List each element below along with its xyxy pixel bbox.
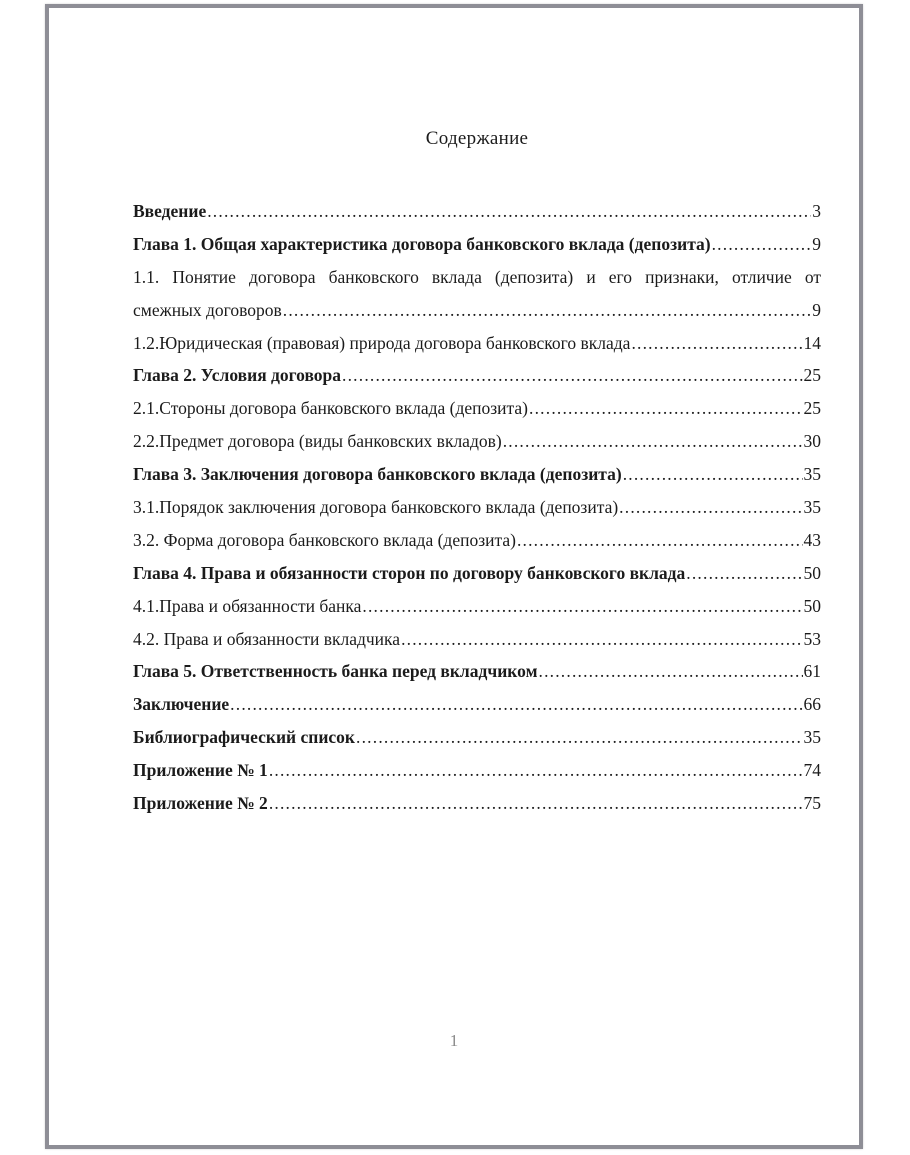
- toc-entry-label: 4.2. Права и обязанности вкладчика: [133, 628, 401, 649]
- toc-page-number: 35: [803, 727, 821, 748]
- toc-page-number: 50: [803, 595, 821, 616]
- toc-page-number: 50: [803, 562, 821, 583]
- dot-leader: [623, 458, 803, 491]
- toc-entry: [133, 557, 821, 590]
- toc-entry-label: Заключение: [133, 694, 230, 715]
- toc-entry-label: Библиографический список: [133, 727, 356, 748]
- toc-page-number: 9: [812, 233, 821, 254]
- table-of-contents: [133, 195, 821, 820]
- dot-leader: [269, 754, 803, 787]
- toc-entry: [133, 491, 821, 524]
- dot-leader: [503, 425, 803, 458]
- toc-entry: [133, 228, 821, 261]
- toc-page-number: 43: [803, 529, 821, 550]
- toc-entry: [133, 392, 821, 425]
- toc-page-number: 61: [803, 661, 821, 682]
- toc-entry: [133, 721, 821, 754]
- toc-entry: [133, 261, 821, 294]
- toc-page-number: 14: [803, 332, 821, 353]
- toc-entry: [133, 327, 821, 360]
- dot-leader: [342, 359, 802, 392]
- dot-leader: [517, 524, 803, 557]
- toc-entry-label: 3.1.Порядок заключения договора банковского вклада (депозита): [133, 497, 619, 518]
- toc-entry-label: смежных договоров: [133, 299, 282, 320]
- toc-entry-label: 3.2. Форма договора банковского вклада (депозита): [133, 529, 516, 550]
- dot-leader: [356, 721, 802, 754]
- dot-leader: [712, 228, 812, 261]
- toc-entry-label: 1.2.Юридическая (правовая) природа договора банковского вклада: [133, 332, 631, 353]
- dot-leader: [619, 491, 802, 524]
- toc-entry: [133, 688, 821, 721]
- toc-entry: [133, 623, 821, 656]
- toc-entry-label: 2.2.Предмет договора (виды банковских вкладов): [133, 431, 502, 452]
- toc-entry-label: 4.1.Права и обязанности банка: [133, 595, 362, 616]
- document-page: [45, 4, 863, 1149]
- footer-page-number: 1: [449, 1031, 459, 1050]
- toc-page-number: 53: [803, 628, 821, 649]
- toc-page-number: 35: [803, 497, 821, 518]
- toc-entry: [133, 524, 821, 557]
- dot-leader: [230, 688, 802, 721]
- toc-entry-label: Глава 3. Заключения договора банковского вклада (депозита): [133, 464, 622, 485]
- toc-page-number: 30: [803, 431, 821, 452]
- toc-entry: [133, 590, 821, 623]
- page-content: [133, 8, 821, 820]
- toc-entry: [133, 425, 821, 458]
- dot-leader: [631, 327, 802, 360]
- toc-page-number: 9: [812, 299, 821, 320]
- toc-entry: [133, 458, 821, 491]
- toc-entry: [133, 754, 821, 787]
- dot-leader: [529, 392, 802, 425]
- dot-leader: [539, 655, 803, 688]
- toc-entry: [133, 359, 821, 392]
- toc-entry-label: Приложение № 1: [133, 760, 268, 781]
- page-title: Содержание: [425, 128, 529, 149]
- toc-page-number: 74: [803, 760, 821, 781]
- dot-leader: [686, 557, 802, 590]
- toc-page-number: 75: [803, 793, 821, 814]
- toc-entry: [133, 195, 821, 228]
- toc-page-number: 25: [803, 365, 821, 386]
- toc-page-number: 25: [803, 398, 821, 419]
- toc-entry-label: 2.1.Стороны договора банковского вклада (депозита): [133, 398, 529, 419]
- toc-entry-label: Приложение № 2: [133, 793, 268, 814]
- toc-entry: [133, 655, 821, 688]
- dot-leader: [269, 787, 803, 820]
- toc-entry-label: Глава 2. Условия договора: [133, 365, 342, 386]
- toc-entry-label: Введение: [133, 201, 207, 221]
- toc-page-number: 35: [803, 464, 821, 485]
- toc-entry: [133, 294, 821, 327]
- toc-entry-label: Глава 5. Ответственность банка перед вкладчиком: [133, 661, 538, 682]
- toc-page-number: 66: [803, 694, 821, 715]
- toc-entry: [133, 787, 821, 820]
- toc-page-number: 3: [812, 201, 821, 221]
- toc-entry-label: Глава 1. Общая характеристика договора банковского вклада (депозита): [133, 233, 711, 254]
- dot-leader: [401, 623, 802, 656]
- dot-leader: [362, 590, 802, 623]
- dot-leader: [283, 294, 812, 327]
- toc-entry-label: 1.1. Понятие договора банковского вклада (депозита) и его признаки, отличие от: [133, 266, 821, 287]
- dot-leader: [207, 195, 811, 228]
- toc-entry-label: Глава 4. Права и обязанности сторон по договору банковского вклада: [133, 562, 686, 583]
